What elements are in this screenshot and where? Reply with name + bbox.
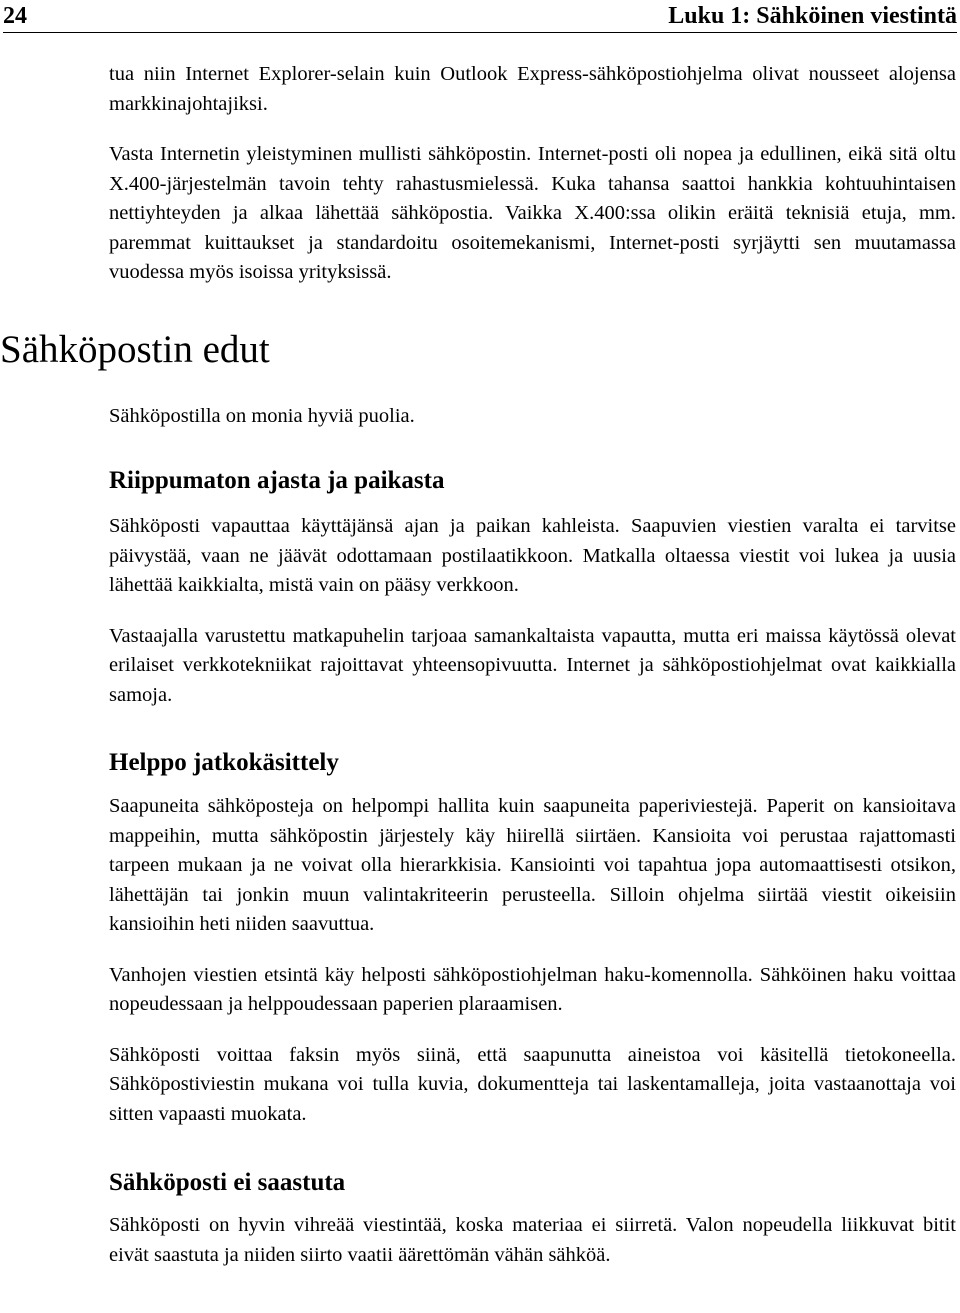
body-paragraph: tua niin Internet Explorer-selain kuin Outlook Express-sähköpostiohjelma olivat nousseet alojensa markkinajohtajiksi. bbox=[109, 63, 956, 115]
subsection-heading: Sähköposti ei saastuta bbox=[109, 1169, 346, 1196]
chapter-title: Luku 1: Sähköinen viestintä bbox=[668, 3, 957, 29]
page-body bbox=[0, 60, 956, 1270]
body-paragraph: Vasta Internetin yleistyminen mullisti sähköpostin. Internet-posti oli nopea ja edullinen, eikä sitä oltu X.400-järjestelmän tavoin tehty rahastusmielessä. Kuka tahansa saattoi hankkia kohtuuhintaisen nettiyhteyden ja alkaa lähettää sähköpostia. Vaikka X.400:ssa olikin eräitä teknisiä etuja, mm. paremmat kuittaukset ja standardoitu osoitemekanismi, Internet-posti syrjäytti sen muutamassa vuodessa myös isoissa yrityksissä. bbox=[109, 143, 956, 283]
subsection-heading: Riippumaton ajasta ja paikasta bbox=[109, 467, 445, 494]
body-paragraph: Sähköposti voittaa faksin myös siinä, että saapunutta aineistoa voi käsitellä tietokoneella. Sähköpostiviestin mukana voi tulla kuvia, dokumentteja tai laskentamalleja, joita vastaanottaja voi sitten vapaasti muokata. bbox=[109, 1043, 956, 1125]
body-paragraph: Vanhojen viestien etsintä käy helposti sähköpostiohjelman haku-komennolla. Sähköinen haku voittaa nopeudessaan ja helppoudessaan paperien plaraamisen. bbox=[109, 963, 956, 1015]
section-intro: Sähköpostilla on monia hyviä puolia. bbox=[109, 404, 415, 427]
subsection-heading: Helppo jatkokäsittely bbox=[109, 749, 339, 776]
running-header bbox=[3, 2, 957, 33]
body-paragraph: Saapuneita sähköposteja on helpompi hallita kuin saapuneita paperiviestejä. Paperit on kansioitava mappeihin, mutta sähköpostin järjestely käy hiirellä siirtäen. Kansioita voi perustaa rajattomasti tarpeen mukaan ja ne voivat olla hierarkkisia. Kansiointi voi tapahtua jopa automaattisesti otsikon, lähettäjän tai jonkin muun valintakriteerin perusteella. Silloin ohjelma siirtää viestit oikeisiin kansioihin heti niiden saavuttua. bbox=[109, 795, 956, 935]
body-paragraph: Vastaajalla varustettu matkapuhelin tarjoaa samankaltaista vapautta, mutta eri maissa käytössä olevat erilaiset verkkotekniikat rajoittavat yhteensopivuutta. Internet ja sähköpostiohjelmat ovat kaikkialla samoja. bbox=[109, 624, 956, 706]
page-number: 24 bbox=[3, 3, 27, 29]
body-paragraph: Sähköposti on hyvin vihreää viestintää, koska materiaa ei siirretä. Valon nopeudella liikkuvat bitit eivät saastuta ja niiden siirto vaatii äärettömän vähän sähköä. bbox=[109, 1214, 956, 1266]
body-paragraph: Sähköposti vapauttaa käyttäjänsä ajan ja paikan kahleista. Saapuvien viestien varalta ei tarvitse päivystää, vaan ne jäävät odottamaan postilaatikkoon. Matkalla oltaessa viestit voi lukea ja uusia lähettää kaikkialta, mistä vain on pääsy verkkoon. bbox=[109, 515, 956, 596]
section-heading: Sähköpostin edut bbox=[0, 327, 270, 371]
